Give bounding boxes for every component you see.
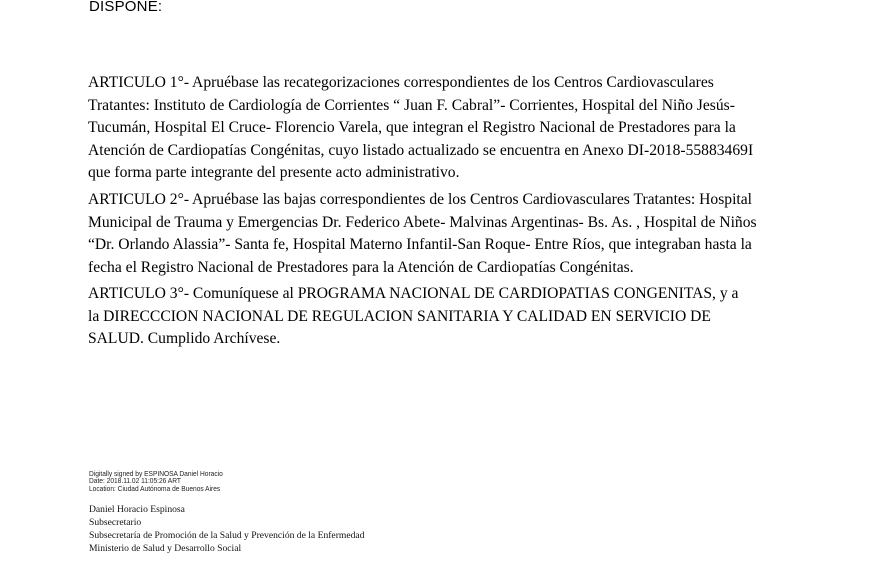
signature-location: Location: Ciudad Autónoma de Buenos Aires	[89, 483, 221, 493]
signer-title: Subsecretario	[89, 517, 142, 529]
section-heading: DISPONE:	[89, 0, 163, 15]
article-2: ARTICULO 2°- Apruébase las bajas correspondientes de los Centros Cardiovasculares Tratantes: Hospital Municipal de Trauma y Emergencias Dr. Federico Abete- Malvinas Argentinas- Bs. As. , Hospital de Niños “Dr. Orlando Alassia”- Santa fe, Hospital Materno Infantil-San Roque- Entre Ríos, que integraban hasta la fecha el Registro Nacional de Prestadores para la Atención de Cardiopatías Congénitas.	[88, 191, 757, 276]
signer-block	[89, 503, 364, 555]
article-1: ARTICULO 1°- Apruébase las recategorizaciones correspondientes de los Centros Cardiovasculares Tratantes: Instituto de Cardiología de Corrientes “ Juan F. Cabral”- Corrientes, Hospital del Niño Jesús- Tucumán, Hospital El Cruce- Florencio Varela, que integran el Registro Nacional de Prestadores para la Atención de Cardiopatías Congénitas, cuyo listado actualizado se encuentra en Anexo DI-2018-55883469I que forma parte integrante del presente acto administrativo.	[88, 74, 754, 181]
signer-name: Daniel Horacio Espinosa	[89, 504, 185, 515]
signature-date: Date: 2018.11.02 11:05:26 ART	[89, 476, 181, 486]
signer-ministry: Ministerio de Salud y Desarrollo Social	[89, 543, 242, 555]
article-3: ARTICULO 3°- Comuníquese al PROGRAMA NACIONAL DE CARDIOPATIAS CONGENITAS, y a la DIRECCCION NACIONAL DE REGULACION SANITARIA Y CALIDAD EN SERVICIO DE SALUD. Cumplido Archívese.	[88, 285, 739, 347]
digital-signature-stamp	[89, 470, 223, 492]
signature-signed-by: Digitally signed by ESPINOSA Daniel Horacio	[89, 469, 223, 478]
signer-office: Subsecretaría de Promoción de la Salud y Prevención de la Enfermedad	[89, 530, 365, 542]
